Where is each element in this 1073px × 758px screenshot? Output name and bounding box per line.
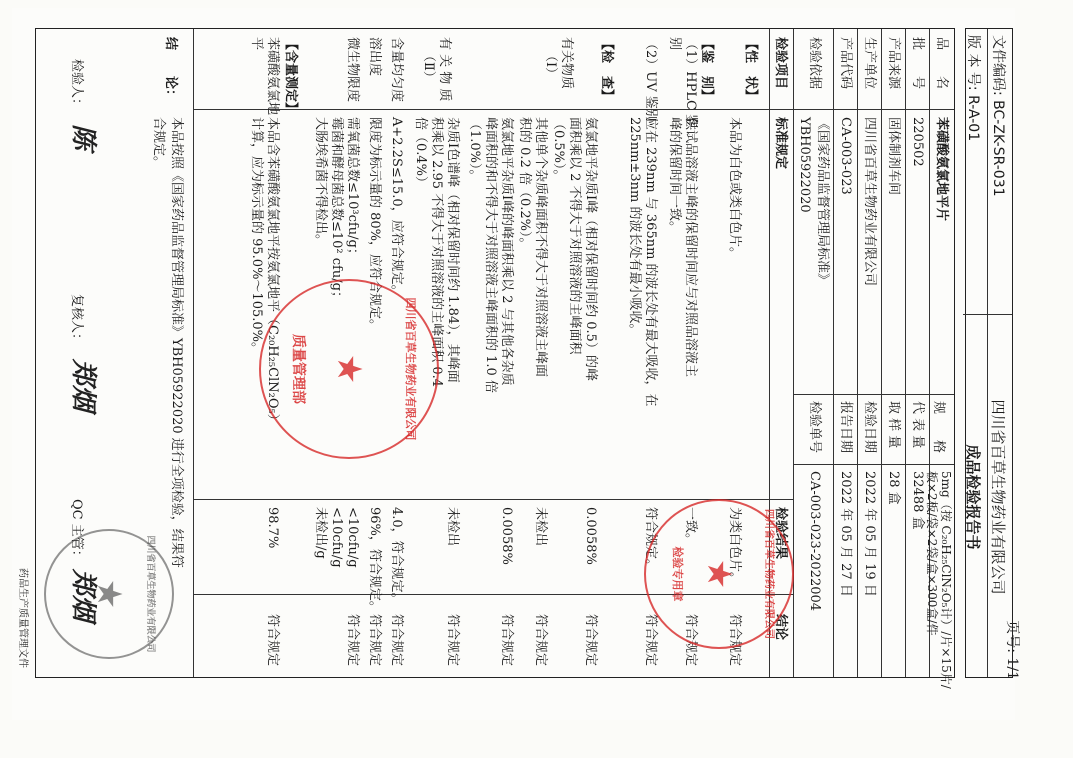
name-label: 品 名 bbox=[934, 37, 949, 90]
impurity2-standard-1: 杂质Ⅰ色谱峰（相对保留时间约 1.84），其峰面 bbox=[445, 117, 460, 383]
report-no-label: 检验单号 bbox=[807, 401, 822, 454]
report-table bbox=[35, 28, 955, 689]
uv-standard-1: 应在 239nm 与 365nm 的波长处有最大吸收，在 bbox=[643, 117, 658, 407]
production-unit: 四川省百草生物药业有限公司 bbox=[862, 117, 877, 287]
col-conclusion: 结论 bbox=[773, 614, 788, 641]
hplc-standard-2: 峰的保留时间一致。 bbox=[667, 117, 682, 235]
single-impurity-standard-1: 其他单个杂质峰面积不得大于对照溶液主峰面 bbox=[533, 117, 548, 378]
impurity1-standard-3: （0.5%）。 bbox=[551, 117, 566, 183]
col-standard: 标准规定 bbox=[773, 117, 788, 170]
star-icon: ★ bbox=[89, 578, 129, 610]
total-impurity-standard-1: 氨氯地平杂质Ⅰ峰的峰面积乘以 2 与其他各杂质 bbox=[499, 117, 514, 386]
file-number: 文件编码: BC-ZK-SR-031 bbox=[990, 35, 1006, 197]
uv-item: （2）UV 鉴别 bbox=[643, 37, 658, 122]
microbial-standard-1: 需氧菌总数≤10³cfu/g； bbox=[345, 117, 360, 261]
company-name: 四川省百草生物药业有限公司 bbox=[988, 314, 1012, 679]
impurity1-item-1: 有关物质 bbox=[559, 37, 574, 90]
page-number: 页号: 1/1 bbox=[1004, 620, 1020, 680]
dissolution-result: 96%，符合规定。 bbox=[367, 507, 382, 614]
assay-standard-1: 本品含苯磺酸氨氯地平按氨氯地平（C₂₀H₂₅ClN₂O₅） bbox=[265, 117, 280, 427]
dissolution-item: 溶出度 bbox=[367, 37, 382, 77]
quality-stamp-text: 四川省百草生物药业有限公司 bbox=[404, 297, 417, 441]
hplc-item-1: （1）HPLC 鉴 bbox=[683, 37, 698, 128]
uv-result: 符合规定。 bbox=[643, 507, 658, 573]
test-date: 2022 年 05 月 19 日 bbox=[862, 471, 877, 597]
inspector-label: 检验人： bbox=[69, 59, 84, 112]
company-seal bbox=[44, 529, 174, 659]
inspection-stamp bbox=[644, 499, 794, 649]
conclusion-text-1: 本品按照《国家药品监督管理局标准》YBH05922020 进行全项检验，结果符 bbox=[169, 117, 184, 568]
uv-standard-2: 225nm±3nm 的波长处有最小吸收。 bbox=[627, 117, 642, 337]
conclusion-label: 结 论： bbox=[163, 37, 178, 103]
report-title: 成品检验报告书 bbox=[963, 314, 987, 679]
dissolution-standard: 限度为标示量的 80%，应符合规定。 bbox=[367, 117, 382, 333]
uniformity-standard: A+2.2S≤15.0，应符合规定。 bbox=[389, 117, 404, 298]
test-basis-number: YBH05922020 bbox=[797, 117, 812, 213]
spec-line-1: 5mg（按 C₂₀H₂₅ClN₂O₅计）/片×15片/ bbox=[939, 471, 953, 689]
report-number: CA-003-023-2022004 bbox=[807, 471, 822, 612]
batch-label: 批 号 bbox=[910, 37, 925, 90]
appearance-conclusion: 符合规定 bbox=[727, 614, 742, 667]
sample-label: 取 样 量 bbox=[886, 401, 901, 449]
unit-label: 生产单位 bbox=[862, 37, 877, 90]
dissolution-conclusion: 符合规定 bbox=[367, 614, 382, 667]
uniformity-conclusion: 符合规定 bbox=[389, 614, 404, 667]
star-icon: ★ bbox=[699, 558, 739, 590]
uniformity-item: 含量均匀度 bbox=[389, 37, 404, 103]
test-date-label: 检验日期 bbox=[862, 401, 877, 454]
report-date-label: 报告日期 bbox=[838, 401, 853, 454]
star-icon: ★ bbox=[329, 353, 369, 385]
product-source: 固体制剂车间 bbox=[886, 117, 901, 196]
product-name: 苯磺酸氨氯地平片 bbox=[934, 117, 949, 222]
microbial-standard-2: 霉菌和酵母菌总数≤10² cfu/g； bbox=[329, 117, 344, 304]
appearance-standard: 本品为白色或类白色片。 bbox=[727, 117, 742, 261]
assay-standard-2: 计算，应为标示量的 95.0%～105.0%。 bbox=[249, 117, 264, 355]
microbial-standard-3: 大肠埃希菌不得检出。 bbox=[313, 117, 328, 248]
quality-stamp-bottom: 质量管理部 bbox=[290, 334, 306, 404]
col-result: 检验结果 bbox=[773, 507, 788, 560]
uv-conclusion: 符合规定 bbox=[643, 614, 658, 667]
hplc-standard-1: 供试品溶液主峰的保留时间应与对照品溶液主 bbox=[683, 117, 698, 378]
single-impurity-conclusion: 符合规定 bbox=[533, 614, 548, 667]
assay-item-1: 苯磺酸氨氯地 bbox=[265, 37, 280, 116]
company-seal-text: 四川省百草生物药业有限公司 bbox=[145, 535, 155, 653]
inspection-stamp-text: 四川省百草生物药业有限公司 bbox=[763, 509, 774, 639]
microbial-item: 微生物限度 bbox=[345, 37, 360, 103]
section-identification: 【鉴 别】 bbox=[699, 37, 714, 103]
product-code: CA-003-023 bbox=[838, 117, 853, 195]
microbial-result-2: <10cfu/g bbox=[329, 507, 344, 568]
section-appearance: 【性 状】 bbox=[743, 37, 758, 103]
assay-item-2: 平 bbox=[249, 37, 264, 51]
qc-signature: 郑烟 bbox=[68, 569, 98, 622]
hplc-item-2: 别 bbox=[667, 37, 682, 51]
quality-dept-stamp bbox=[259, 279, 439, 459]
hplc-conclusion: 符合规定 bbox=[683, 614, 698, 667]
spec-label: 规 格 bbox=[931, 401, 946, 454]
total-impurity-result: 0.0058% bbox=[499, 507, 514, 565]
microbial-result-1: <10cfu/g bbox=[345, 507, 360, 568]
impurity2-standard-3: 倍（0.4%） bbox=[413, 117, 428, 190]
version-number: 版 本 号: R-A-01 bbox=[965, 35, 981, 142]
col-item: 检验项目 bbox=[773, 37, 788, 90]
source-label: 产品来源 bbox=[886, 37, 901, 90]
impurity2-item-1: 有 关 物 质 bbox=[437, 37, 452, 102]
uniformity-result: 4.0，符合规定。 bbox=[389, 507, 404, 606]
single-impurity-result: 未检出 bbox=[533, 507, 548, 547]
footer-note: 药品生产质量管理文件 bbox=[17, 568, 28, 668]
report-date: 2022 年 05 月 27 日 bbox=[838, 471, 853, 597]
impurity1-conclusion: 符合规定 bbox=[583, 614, 598, 667]
hplc-result: 一致。 bbox=[683, 507, 698, 547]
impurity2-conclusion: 符合规定 bbox=[445, 614, 460, 667]
reviewer-label: 复核人： bbox=[69, 294, 84, 347]
impurity2-standard-2: 积乘以 2.95 不得大于对照溶液的主峰面积 0.4 bbox=[429, 117, 444, 388]
impurity2-item-2: （Ⅱ） bbox=[421, 49, 436, 84]
qc-label: QC 主管： bbox=[69, 499, 84, 563]
impurity1-item-2: （Ⅰ） bbox=[543, 49, 558, 81]
test-basis: 《国家药品监督管理局标准》 bbox=[815, 117, 830, 287]
rep-label: 代 表 量 bbox=[910, 401, 925, 449]
section-assay: 【含量测定】 bbox=[283, 37, 298, 116]
sample-quantity: 28 盒 bbox=[886, 471, 901, 505]
impurity1-standard-2: 面积乘以 2 不得大于对照溶液的主峰面积 bbox=[567, 117, 582, 355]
single-impurity-standard-2: 积的 0.2 倍（0.2%）。 bbox=[517, 117, 532, 251]
inspector-signature: 陈 bbox=[68, 124, 98, 151]
spec-line-2: 板×2板/袋×2袋/盒×300盒/件 bbox=[925, 471, 939, 636]
assay-result: 98.7% bbox=[265, 507, 280, 549]
impurity2-result: 未检出 bbox=[445, 507, 460, 547]
total-impurity-standard-3: （1.0%）。 bbox=[467, 117, 482, 183]
rep-quantity: 32488 盒 bbox=[910, 471, 925, 530]
batch-number: 220502 bbox=[910, 117, 925, 167]
microbial-conclusion: 符合规定 bbox=[345, 614, 360, 667]
basis-label: 检验依据 bbox=[807, 37, 822, 90]
appearance-result: 为类白色片。 bbox=[727, 507, 742, 586]
total-impurity-conclusion: 符合规定 bbox=[499, 614, 514, 667]
reviewer-signature: 郑烟 bbox=[68, 359, 98, 412]
document-meta bbox=[965, 28, 1013, 678]
microbial-result-3: 未检出/g bbox=[313, 507, 328, 559]
conclusion-text-2: 合规定。 bbox=[151, 117, 166, 170]
inspection-stamp-bottom: 检验专用章 bbox=[671, 546, 684, 602]
section-checks: 【检 查】 bbox=[599, 37, 614, 103]
total-impurity-standard-2: 峰面积的和不得大于对照溶液主峰面积的 1.0 倍 bbox=[483, 117, 498, 393]
code-label: 产品代码 bbox=[838, 37, 853, 90]
impurity1-result: 0.0058% bbox=[583, 507, 598, 565]
rotated-report bbox=[12, 8, 1020, 720]
impurity1-standard-1: 氨氯地平杂质Ⅰ峰（相对保留时间约 0.5）的峰 bbox=[583, 117, 598, 381]
assay-conclusion: 符合规定 bbox=[265, 614, 280, 667]
